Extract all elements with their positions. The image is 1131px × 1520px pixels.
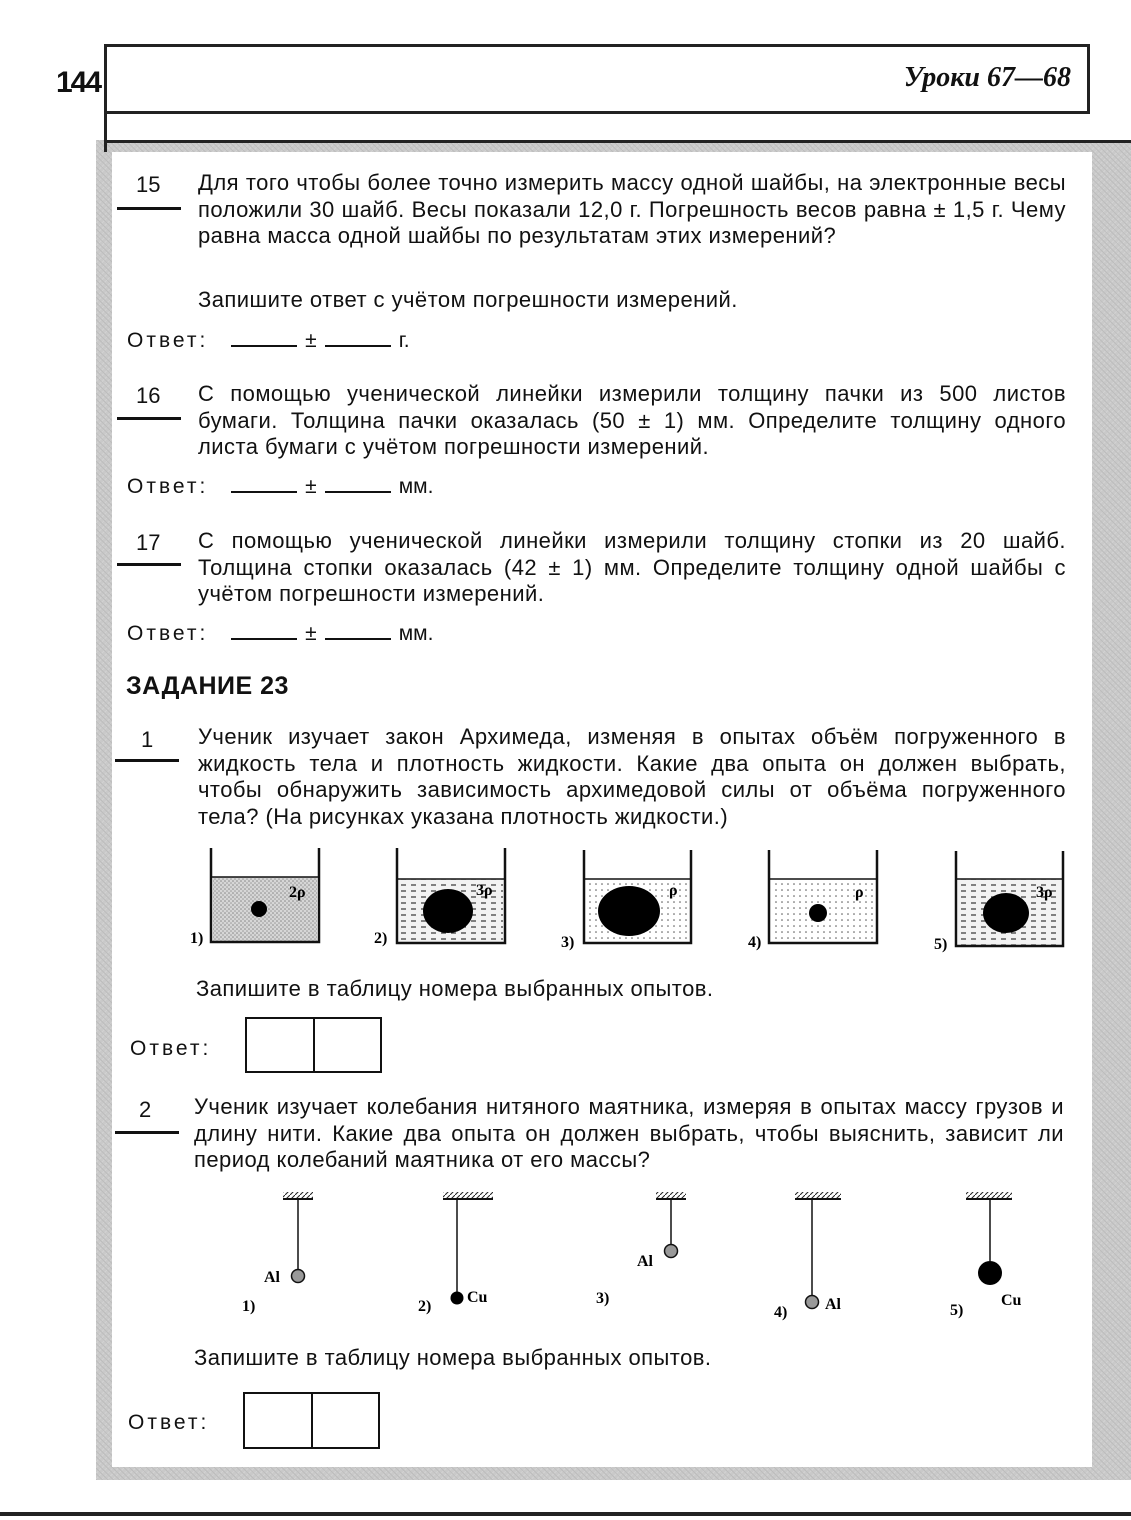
task-1-answer-label: Ответ:	[130, 1037, 212, 1060]
question-number-17: 17	[136, 530, 161, 555]
answer-cell-1[interactable]	[243, 1392, 313, 1449]
task-2-instruction: Запишите в таблицу номера выбранных опытов.	[194, 1345, 712, 1370]
pendulum-material: Al	[264, 1269, 280, 1286]
pendulum-material: Al	[637, 1253, 653, 1270]
vessel-number-label: 3)	[561, 934, 575, 951]
task-2-text: Ученик изучает колебания нитяного маятника, измеряя в опытах массу грузов и длину нити. Какие два опыта он должен выбрать, чтобы выяснить, зависит ли период колебаний маятника от его массы?	[194, 1094, 1064, 1172]
answer-cell-1[interactable]	[245, 1017, 315, 1073]
vessel-number-label: 2)	[374, 930, 388, 947]
answer-label: Ответ:	[127, 622, 209, 645]
vessel-2	[374, 848, 505, 947]
pendulum-1	[242, 1192, 313, 1315]
pendulum-bob	[665, 1245, 678, 1258]
question-17-text: С помощью ученической линейки измерили толщину стопки из 20 шайб. Толщина стопки оказалась (42 ± 1) мм. Определите толщину одной шайбы с учётом погрешности измерений.	[198, 528, 1066, 606]
question-number-16: 16	[136, 383, 161, 408]
answer-unit: г.	[398, 329, 410, 352]
page-number: 144	[56, 66, 101, 99]
task-number-1: 1	[141, 727, 154, 752]
pendulum-number-label: 2)	[418, 1298, 432, 1315]
question-15-text: Для того чтобы более точно измерить массу одной шайбы, на электронные весы положили 30 шайб. Весы показали 12,0 г. Погрешность весов равна ± 1,5 г. Чему равна масса одной шайбы по результатам этих измерений?	[198, 170, 1066, 248]
pendulum-bob	[292, 1270, 305, 1283]
pendulum-material: Cu	[467, 1289, 488, 1306]
question-15-instruction: Запишите ответ с учётом погрешности измерений.	[198, 287, 738, 312]
vessel-density-label: ρ	[855, 884, 864, 901]
pendulum-bob	[806, 1296, 819, 1309]
immersed-body	[983, 893, 1029, 933]
pendulum-number-label: 5)	[950, 1302, 964, 1319]
answer-unit: мм.	[398, 475, 434, 498]
pendulum-3	[596, 1192, 686, 1307]
answer-label: Ответ:	[127, 329, 209, 352]
pendulum-number-label: 3)	[596, 1290, 610, 1307]
pendulum-support	[283, 1192, 313, 1199]
vessel-number-label: 4)	[748, 934, 762, 951]
pendulum-5	[950, 1192, 1022, 1319]
answer-label: Ответ:	[127, 475, 209, 498]
question-number-15: 15	[136, 172, 161, 197]
vessel-1	[190, 848, 319, 947]
immersed-body	[423, 889, 473, 933]
question-16-text: С помощью ученической линейки измерили толщину пачки из 500 листов бумаги. Толщина пачки оказалась (50 ± 1) мм. Определите толщину одного листа бумаги с учётом погрешности измерений.	[198, 381, 1066, 459]
plus-minus: ±	[305, 329, 317, 352]
task-number-2: 2	[139, 1097, 152, 1122]
answer-unit: мм.	[398, 622, 434, 645]
answer-cell-2[interactable]	[311, 1392, 380, 1449]
immersed-body	[598, 886, 660, 936]
pendulum-number-label: 1)	[242, 1298, 256, 1315]
pendulum-support	[966, 1192, 1012, 1199]
page-bottom-rule	[0, 1512, 1131, 1516]
vessel-density-label: 3ρ	[476, 882, 493, 899]
task-1-text: Ученик изучает закон Архимеда, изменяя в опытах объём погруженного в жидкость тела и плотность жидкости. Какие два опыта он должен выбрать, чтобы обнаружить зависимость архимедовой силы от объёма погруженного тела? (На рисунках указана плотность жидкости.)	[198, 724, 1066, 829]
pendulum-material: Al	[825, 1296, 841, 1313]
immersed-body	[809, 904, 827, 922]
task-underline	[115, 1131, 179, 1134]
task-2-answer-label: Ответ:	[128, 1411, 210, 1434]
vessel-number-label: 5)	[934, 936, 948, 953]
pendulum-support	[443, 1192, 493, 1199]
task-1-instruction: Запишите в таблицу номера выбранных опытов.	[196, 976, 714, 1001]
plus-minus: ±	[305, 622, 317, 645]
vessel-4	[748, 850, 877, 951]
pendulum-support	[795, 1192, 841, 1199]
lessons-title: Уроки 67—68	[903, 62, 1071, 93]
immersed-body	[251, 901, 267, 917]
pendulum-bob	[978, 1261, 1002, 1285]
pendulum-2	[418, 1192, 493, 1315]
vessel-density-label: 3ρ	[1036, 884, 1053, 901]
vessel-3	[561, 850, 691, 951]
vessel-number-label: 1)	[190, 930, 204, 947]
answer-cell-2[interactable]	[313, 1017, 382, 1073]
vessel-density-label: 2ρ	[289, 884, 306, 901]
plus-minus: ±	[305, 475, 317, 498]
pendulum-bob	[451, 1292, 464, 1305]
section-heading: ЗАДАНИЕ 23	[126, 672, 289, 700]
pendulum-material: Cu	[1001, 1292, 1022, 1309]
vessel-5	[934, 851, 1063, 953]
pendulum-number-label: 4)	[774, 1304, 788, 1321]
vessel-density-label: ρ	[669, 882, 678, 899]
pendulum-support	[656, 1192, 686, 1199]
pendulum-4	[774, 1192, 842, 1321]
